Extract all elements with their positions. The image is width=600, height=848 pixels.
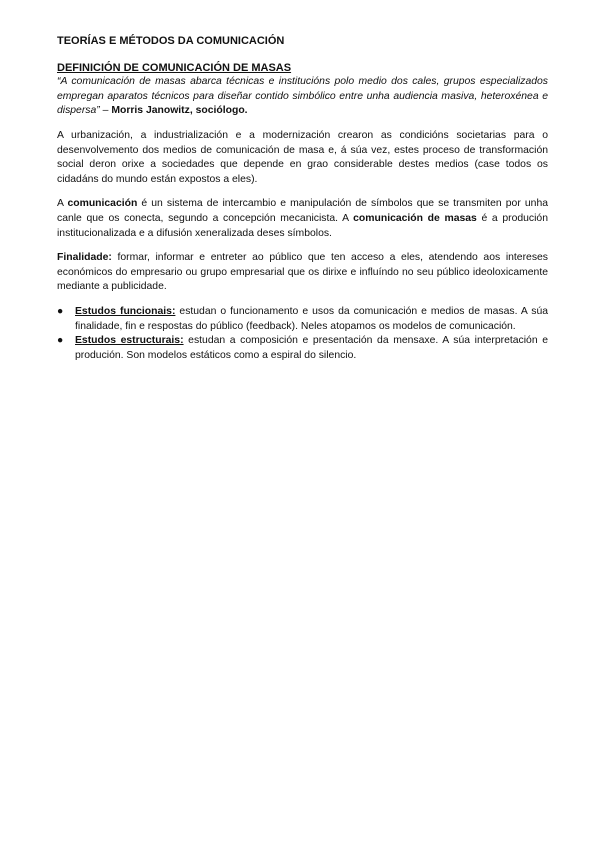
purpose-text: formar, informar e entreter ao público que ten acceso a eles, atendendo aos intereses económicos do empresario ou grupo empresarial que os dirixe e influíndo no seu público ideoloxicamente mediante a publicidade. — [57, 252, 548, 293]
document-title: TEORÍAS E MÉTODOS DA COMUNICACIÓN — [57, 35, 285, 47]
paragraph-communication — [57, 197, 548, 241]
paragraph-purpose — [57, 251, 548, 295]
section-heading: DEFINICIÓN DE COMUNICACIÓN DE MASAS — [57, 61, 292, 74]
bullet-icon: ● — [57, 305, 64, 317]
p2-text-d: é a produción institucionalizada e a difusión xeneralizada deses símbolos. — [57, 212, 548, 239]
document-page — [57, 34, 548, 363]
p2-text-a: A — [57, 198, 68, 210]
term-communication: comunicación — [67, 198, 138, 210]
p2-text-c: é un sistema de intercambio e manipulación de símbolos que se transmiten por unha canle que os conecta, segundo a concepción mecanicista. A — [57, 198, 548, 224]
purpose-label: Finalidade: — [57, 252, 112, 264]
list-item-text: estudan a composición e presentación da mensaxe. A súa interpretación e produción. Son modelos estáticos como a espiral do silencio. — [75, 335, 548, 361]
list-item — [57, 334, 548, 363]
term-mass-communication: comunicación de masas — [353, 212, 477, 224]
quote-author: Morris Janowitz, sociólogo. — [111, 105, 248, 117]
quote-dash: – — [99, 105, 112, 117]
study-types-list — [57, 305, 548, 363]
bullet-icon: ● — [57, 335, 64, 347]
definition-quote — [57, 75, 548, 119]
list-item — [57, 305, 548, 334]
list-item-term: Estudos funcionais: — [75, 305, 176, 317]
quote-text: “A comunicación de masas abarca técnicas e institucións polo medio dos cales, grupos especializados empregan aparatos técnicos para diseñar contido simbólico entre unha audiencia masiva, heteroxénea e dispersa” — [57, 76, 548, 117]
list-item-term: Estudos estructurais: — [75, 335, 184, 347]
paragraph-urbanization: A urbanización, a industrialización e a modernización crearon as condicións societarias para o desenvolvemento dos medios de comunicación de masa e, á súa vez, estes proceso de transformación social deron orixe a sociedades que depende en grao considerable destes medios (case todos os cidadáns do mundo están expostos a eles). — [57, 129, 548, 185]
list-item-text: estudan o funcionamento e usos da comunicación e medios de masas. A súa finalidade, fin e respostas do público (feedback). Neles atopamos os modelos de comunicación. — [75, 305, 549, 332]
